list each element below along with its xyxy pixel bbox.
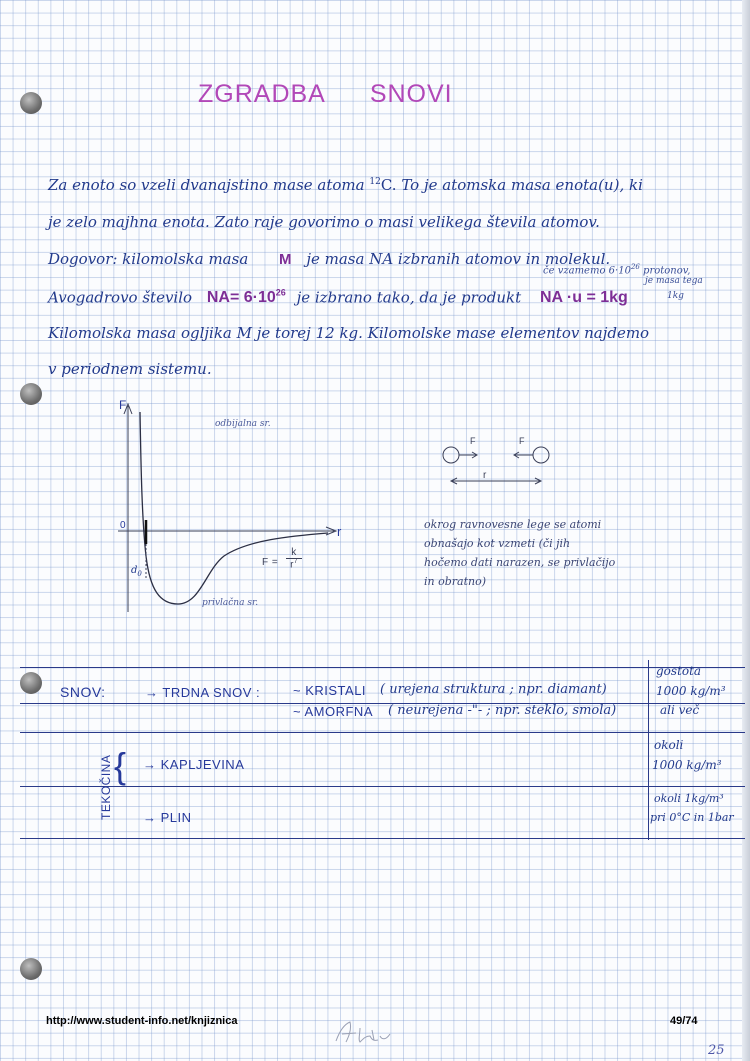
line-4-text-b: je izbrano tako, da je produkt [296, 288, 522, 307]
formula-lhs: F = [262, 557, 279, 568]
side-note-a: če vzamemo 6·10 [543, 265, 631, 277]
page-number: 25 [708, 1043, 725, 1058]
title-word-2: SNOVI [369, 80, 453, 108]
plin-label: → PLIN [143, 810, 192, 825]
snov-label: SNOV: [60, 684, 106, 700]
avogadro-value: NA= 6·10 [206, 289, 276, 307]
atoms-caption-2: obnašajo kot vzmeti (či jih [424, 537, 571, 550]
d-symbol: d [131, 565, 138, 576]
gostota-kapljevina-1: okoli [654, 738, 684, 752]
source-url[interactable]: http://www.student-info.net/knjiznica [46, 1015, 238, 1027]
graph-origin-label: 0 [120, 520, 127, 531]
isotope-element: C. [380, 176, 397, 194]
atoms-caption-4: in obratno) [424, 575, 486, 588]
molar-mass-symbol: M [279, 251, 292, 268]
isotope-superscript: 12 [369, 177, 381, 187]
atoms-caption-3: hočemo dati narazen, se privlačijo [424, 556, 616, 569]
gostota-plin-2: pri 0°C in 1bar [650, 811, 734, 824]
formula-den-base: r [290, 559, 294, 571]
graph-x-label: r [337, 524, 342, 539]
formula-numerator: k [286, 547, 302, 559]
avogadro-product: NA ·u = 1kg [539, 289, 628, 307]
line-3-text-b: je masa NA izbranih atomov in molekul. [306, 250, 611, 268]
paragraph-line-5: Kilomolska masa ogljika M je torej 12 kg. Kilomolske mase elementov najdemo [48, 324, 650, 342]
graph-y-label: F [119, 398, 127, 412]
kristali-label: ~ KRISTALI [293, 683, 367, 698]
d-subscript: 0 [137, 570, 142, 578]
gostota-trdna-1: 1000 kg/m³ [656, 684, 726, 698]
tekocina-label: TEKOČINA [99, 754, 113, 820]
tekocina-brace: { [114, 745, 127, 786]
gostota-trdna-2: ali več [660, 703, 700, 717]
paragraph-line-6: v periodnem sistemu. [48, 360, 212, 378]
line-1-text: Za enoto so vzeli dvanajstino mase atoma [48, 176, 365, 194]
force-label-right: F [519, 436, 525, 446]
atoms-caption-1: okrog ravnovesne lege se atomi [424, 518, 602, 531]
side-note-sup: 26 [630, 263, 640, 271]
page-counter: 49/74 [670, 1015, 698, 1027]
line-4-text-a: Avogadrovo število [48, 288, 193, 307]
side-note-line-2: je masa tega [645, 276, 703, 286]
line-3-text-a: Dogovor: kilomolska masa [48, 250, 249, 268]
repulsion-label: odbijalna sr. [215, 419, 271, 429]
side-note-b: protonov, [643, 265, 691, 277]
force-label-left: F [470, 436, 476, 446]
title-word-1: ZGRADBA [198, 80, 326, 108]
kapljevina-label: → KAPLJEVINA [143, 757, 245, 772]
logo-mark [336, 1022, 390, 1042]
trdna-label: → TRDNA SNOV : [145, 685, 261, 700]
formula-den-exp: 7 [294, 559, 298, 565]
kristali-note: ( urejena struktura ; npr. diamant) [380, 682, 607, 697]
attraction-label: privlačna sr. [202, 598, 259, 608]
side-note-line-3: 1kg [667, 291, 684, 301]
amorfna-label: ~ AMORFNA [293, 704, 373, 719]
gostota-kapljevina-2: 1000 kg/m³ [652, 758, 722, 772]
paragraph-line-2: je zelo majhna enota. Zato raje govorimo o masi velikega števila atomov. [48, 213, 600, 231]
amorfna-note: ( neurejena -"- ; npr. steklo, smola) [388, 703, 617, 718]
avogadro-exponent: 26 [275, 288, 286, 298]
distance-label: r [483, 470, 487, 481]
line-1-text-b: To je atomska masa enota(u), ki [401, 176, 643, 194]
gostota-plin-1: okoli 1kg/m³ [654, 792, 724, 805]
gostota-header: gostota [656, 664, 702, 678]
